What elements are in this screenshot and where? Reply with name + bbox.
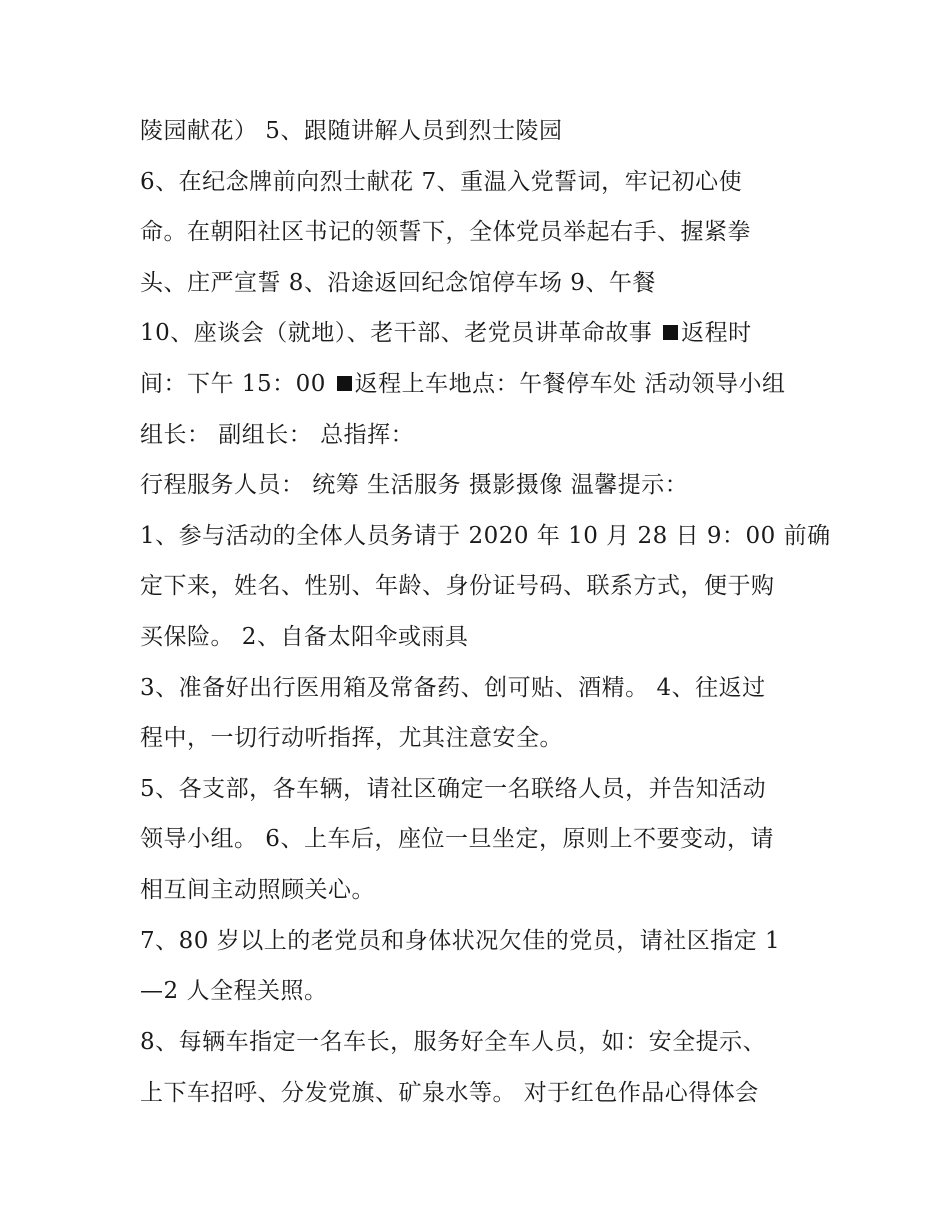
text-line: 程中，一切行动听指挥，尤其注意安全。 <box>140 725 563 751</box>
text-segment: 间：下午 15：00 <box>140 371 326 397</box>
text-line: 组长： 副组长： 总指挥： <box>140 422 415 448</box>
text-line: 领导小组。 6、上车后，座位一旦坐定，原则上不要变动，请 <box>140 826 774 852</box>
text-segment: 10、座谈会（就地）、老干部、老党员讲革命故事 <box>140 320 653 346</box>
text-line: 上下车招呼、分发党旗、矿泉水等。 对于红色作品心得体会 <box>140 1080 759 1106</box>
text-line: 1、参与活动的全体人员务请于 2020 年 10 月 28 日 9：00 前确 <box>140 523 831 549</box>
text-line: 买保险。 2、自备太阳伞或雨具 <box>140 624 469 650</box>
square-bullet-icon <box>337 376 352 391</box>
text-line: 陵园献花） 5、跟随讲解人员到烈士陵园 <box>140 118 563 144</box>
text-line: 3、准备好出行医用箱及常备药、创可贴、酒精。 4、往返过 <box>140 675 766 701</box>
text-line <box>140 318 830 348</box>
text-line: 命。在朝阳社区书记的领誓下，全体党员举起右手、握紧拳 <box>140 219 751 245</box>
text-line: 头、庄严宣誓 8、沿途返回纪念馆停车场 9、午餐 <box>140 270 656 296</box>
text-line: 相互间主动照顾关心。 <box>140 877 375 903</box>
text-line: 5、各支部，各车辆，请社区确定一名联络人员，并告知活动 <box>140 776 767 802</box>
text-line: —2 人全程关照。 <box>140 978 328 1004</box>
square-bullet-icon <box>663 325 678 340</box>
text-line: 行程服务人员： 统筹 生活服务 摄影摄像 温馨提示： <box>140 472 689 498</box>
text-segment: 返程时 <box>681 320 752 346</box>
text-line: 6、在纪念牌前向烈士献花 7、重温入党誓词，牢记初心使 <box>140 169 743 195</box>
text-line <box>140 369 830 399</box>
text-segment: 返程上车地点：午餐停车处 活动领导小组 <box>354 371 786 397</box>
text-line: 7、80 岁以上的老党员和身体状况欠佳的党员，请社区指定 1 <box>140 928 781 954</box>
text-line: 定下来，姓名、性别、年龄、身份证号码、联系方式，便于购 <box>140 573 775 599</box>
text-line: 8、每辆车指定一名车长，服务好全车人员，如：安全提示、 <box>140 1029 767 1055</box>
